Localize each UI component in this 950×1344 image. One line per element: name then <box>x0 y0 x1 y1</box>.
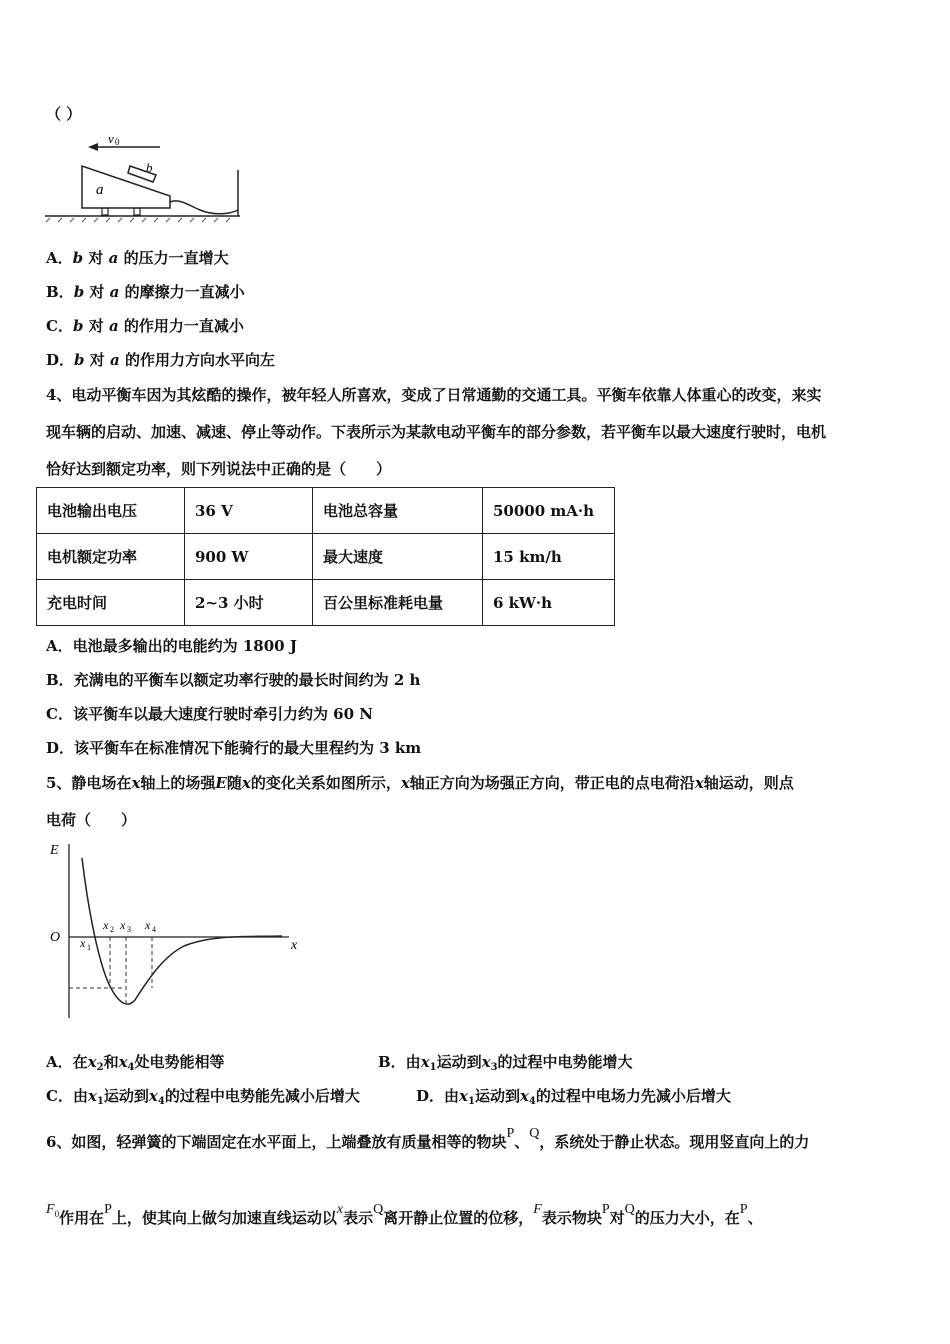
table-cell: 电池输出电压 <box>37 488 185 534</box>
var-p: P <box>506 1126 515 1141</box>
q3-option-b[interactable] <box>46 281 245 302</box>
option-mid: 运动到 <box>436 1053 482 1071</box>
var-x: x <box>481 1053 491 1071</box>
text-span: 作用在 <box>59 1209 105 1227</box>
subscript: 4 <box>528 1096 536 1107</box>
x3-label-sub: 3 <box>127 925 131 934</box>
q3-option-d[interactable] <box>46 349 275 370</box>
q5-e-x-graph <box>44 838 314 1023</box>
table-cell: 900 W <box>185 534 313 580</box>
q3-option-c[interactable] <box>46 315 244 336</box>
x2-label-sub: 2 <box>110 925 114 934</box>
var-x: x <box>420 1053 430 1071</box>
x1-label: x <box>80 936 86 950</box>
option-letter: B． <box>46 283 74 301</box>
subscript: 4 <box>127 1062 135 1073</box>
table-cell: 2~3 小时 <box>185 580 313 626</box>
origin-label: O <box>50 930 61 945</box>
option-letter: D． <box>46 351 75 369</box>
var-f0: F <box>46 1202 55 1217</box>
option-letter: A．在 <box>46 1053 88 1071</box>
var-f: F <box>533 1202 542 1217</box>
q4-option-b[interactable]: B．充满电的平衡车以额定功率行驶的最长时间约为 2 h <box>46 671 421 689</box>
option-mid: 对 <box>89 283 105 301</box>
var-q: Q <box>529 1126 540 1141</box>
q4-option-a[interactable]: A．电池最多输出的电能约为 1800 J <box>46 637 297 655</box>
text-span: 上，使其向上做匀加速直线运动以 <box>111 1209 337 1227</box>
option-subject: b <box>73 283 85 301</box>
q5-option-d[interactable] <box>416 1085 731 1107</box>
var-x: x <box>118 1053 128 1071</box>
q4-stem-line-2: 现车辆的启动、加速、减速、停止等动作。下表所示为某款电动平衡车的部分参数，若平衡车以最大速度行驶时，电机 <box>46 423 827 441</box>
var-x: x <box>694 774 704 792</box>
table-row <box>37 534 615 580</box>
label-b: b <box>146 160 153 175</box>
q5-option-c[interactable] <box>46 1085 360 1107</box>
text-span: 的变化关系如图所示， <box>250 774 401 792</box>
q5-stem-line-1 <box>46 772 794 793</box>
table-cell: 充电时间 <box>37 580 185 626</box>
subscript: 1 <box>429 1062 437 1073</box>
text-span: 随 <box>226 774 242 792</box>
var-q: Q <box>373 1202 384 1217</box>
var-x: x <box>148 1087 158 1105</box>
label-v-sub: 0 <box>115 137 120 147</box>
subscript: 1 <box>467 1096 475 1107</box>
q3-answer-bracket: （ ） <box>46 105 82 123</box>
option-object: a <box>110 351 120 369</box>
option-text: 的过程中电场力先减小后增大 <box>535 1087 731 1105</box>
table-row <box>37 580 615 626</box>
x4-label: x <box>145 918 151 932</box>
q6-stem-line-2 <box>46 1202 763 1228</box>
q4-stem-line-3: 恰好达到额定功率，则下列说法中正确的是（ ） <box>46 460 392 478</box>
q5-option-b[interactable] <box>378 1051 633 1073</box>
option-letter: C． <box>46 317 73 335</box>
option-object: a <box>108 317 119 335</box>
q5-option-a[interactable] <box>46 1051 225 1073</box>
label-a: a <box>96 182 104 198</box>
axis-e-label: E <box>50 843 59 858</box>
text-span: 6、如图，轻弹簧的下端固定在水平面上，上端叠放有质量相等的物块 <box>46 1133 507 1151</box>
text-span: 5、静电场在 <box>46 774 132 792</box>
option-object: a <box>109 283 120 301</box>
option-mid: 对 <box>88 249 104 267</box>
text-span: 表示物块 <box>541 1209 602 1227</box>
velocity-arrowhead <box>88 143 98 151</box>
var-x: x <box>400 774 410 792</box>
subscript: 1 <box>96 1096 104 1107</box>
subscript: 3 <box>490 1062 498 1073</box>
text-span: 、 <box>514 1133 530 1151</box>
text-span: 表示 <box>343 1209 374 1227</box>
var-x: x <box>336 1202 344 1217</box>
subscript: 2 <box>96 1062 104 1073</box>
var-x: x <box>131 774 141 792</box>
q4-option-d[interactable]: D．该平衡车在标准情况下能骑行的最大里程约为 3 km <box>46 739 422 757</box>
option-letter: D．由 <box>416 1087 460 1105</box>
text-span: 的压力大小，在 <box>634 1209 740 1227</box>
q4-parameter-table <box>36 487 615 626</box>
axis-x-label: x <box>291 938 298 953</box>
text-span: 轴上的场强 <box>140 774 216 792</box>
option-subject: b <box>74 351 85 369</box>
var-x: x <box>519 1087 529 1105</box>
wheel-left <box>102 208 108 215</box>
option-text: 的过程中电势能增大 <box>497 1053 633 1071</box>
var-p: P <box>104 1202 112 1217</box>
q3-option-a[interactable] <box>46 247 229 268</box>
table-cell: 50000 mA·h <box>483 488 615 534</box>
subscript: 0 <box>54 1209 60 1219</box>
text-span: 轴正方向为场强正方向，带正电的点电荷沿 <box>409 774 695 792</box>
x2-label: x <box>103 918 109 932</box>
var-x: x <box>459 1087 468 1105</box>
var-x: x <box>87 1053 97 1071</box>
table-cell: 36 V <box>185 488 313 534</box>
var-p: P <box>601 1202 610 1217</box>
option-object: a <box>108 249 119 267</box>
q3-incline-figure <box>40 128 250 224</box>
option-subject: b <box>72 249 84 267</box>
option-text: 的压力一直增大 <box>123 249 229 267</box>
text-span: ，系统处于静止状态。现用竖直向上的力 <box>539 1133 810 1151</box>
x1-label-sub: 1 <box>87 943 91 952</box>
q4-option-c[interactable]: C．该平衡车以最大速度行驶时牵引力约为 60 N <box>46 705 373 723</box>
option-mid: 运动到 <box>474 1087 520 1105</box>
table-cell: 百公里标准耗电量 <box>313 580 483 626</box>
ground-hatch <box>46 218 230 222</box>
option-letter: B．由 <box>378 1053 421 1071</box>
option-mid: 和 <box>103 1053 119 1071</box>
text-span: 轴运动，则点 <box>703 774 794 792</box>
option-mid: 对 <box>88 317 104 335</box>
var-p: P <box>739 1202 748 1217</box>
option-text: 的作用力一直减小 <box>123 317 244 335</box>
table-row <box>37 488 615 534</box>
option-letter: C．由 <box>46 1087 88 1105</box>
table-cell: 电机额定功率 <box>37 534 185 580</box>
subscript: 4 <box>157 1096 165 1107</box>
var-x: x <box>241 774 251 792</box>
option-mid: 运动到 <box>103 1087 149 1105</box>
wheel-right <box>134 208 140 215</box>
label-v: v <box>108 131 114 146</box>
table-cell: 最大速度 <box>313 534 483 580</box>
x4-label-sub: 4 <box>152 925 156 934</box>
var-q: Q <box>624 1202 635 1217</box>
x3-label: x <box>120 918 126 932</box>
option-subject: b <box>72 317 84 335</box>
var-e: E <box>215 774 227 792</box>
text-span: 对 <box>609 1209 625 1227</box>
option-mid: 对 <box>89 351 105 369</box>
text-span: 、 <box>747 1209 763 1227</box>
q6-stem-line-1 <box>46 1126 810 1152</box>
table-cell: 电池总容量 <box>313 488 483 534</box>
option-text: 的摩擦力一直减小 <box>124 283 245 301</box>
q4-stem-line-1: 4、电动平衡车因为其炫酷的操作，被年轻人所喜欢，变成了日常通勤的交通工具。平衡车依靠人体重心的改变，来实 <box>46 386 822 404</box>
option-text: 处电势能相等 <box>134 1053 225 1071</box>
option-letter: A． <box>46 249 73 267</box>
table-cell: 15 km/h <box>483 534 615 580</box>
var-x: x <box>87 1087 97 1105</box>
option-text: 的过程中电势能先减小后增大 <box>164 1087 360 1105</box>
option-text: 的作用力方向水平向左 <box>124 351 275 369</box>
text-span: 离开静止位置的位移， <box>383 1209 534 1227</box>
table-cell: 6 kW·h <box>483 580 615 626</box>
q5-stem-line-2: 电荷（ ） <box>46 811 137 829</box>
curved-track <box>170 201 238 214</box>
